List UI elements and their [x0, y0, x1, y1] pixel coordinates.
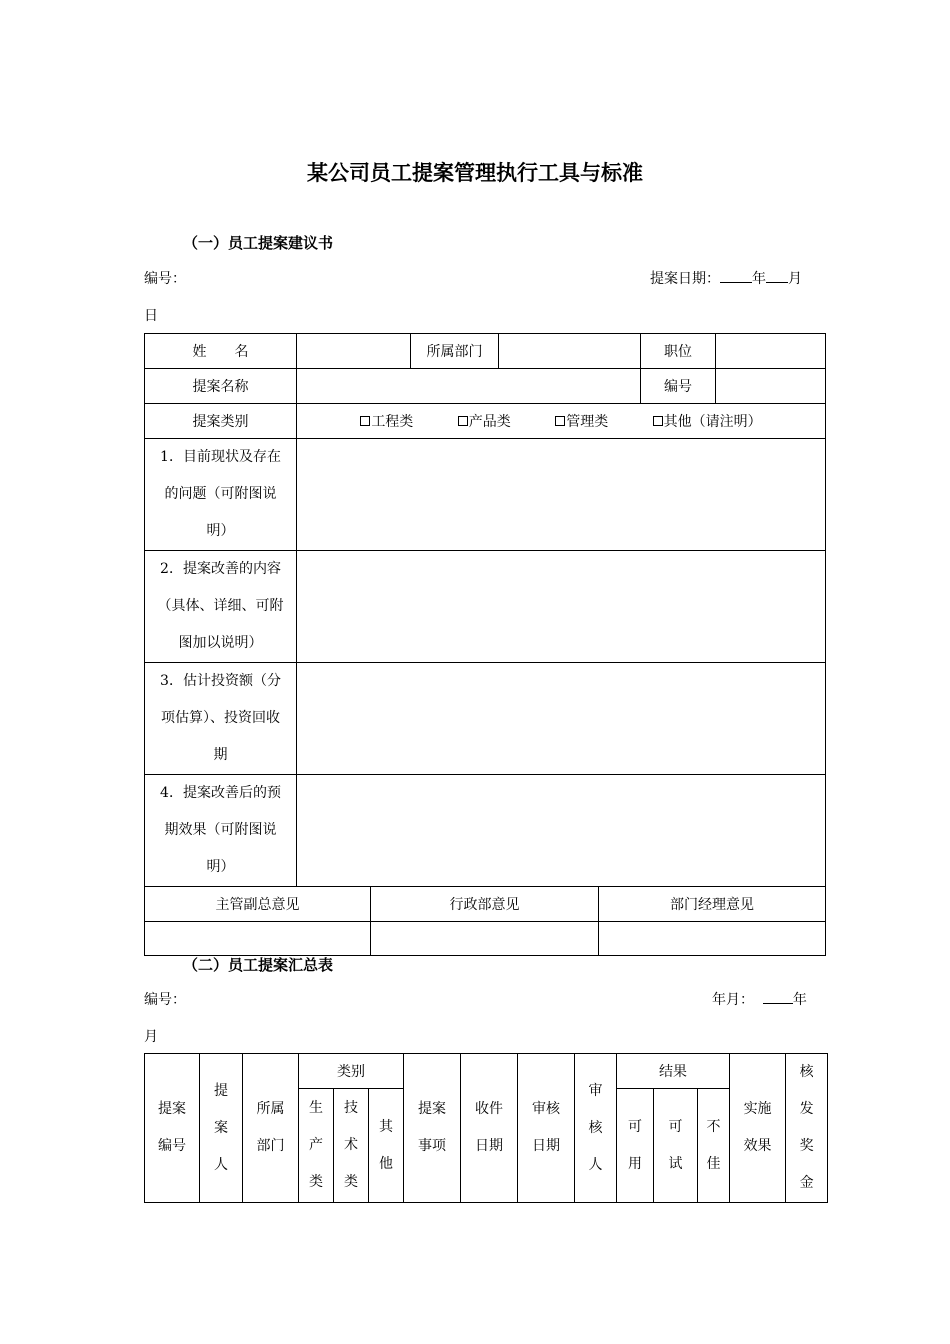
month-blank: [766, 268, 788, 283]
proposal-name-field[interactable]: [297, 369, 641, 404]
header-review-date: 审核 日期: [518, 1054, 575, 1203]
question-2-label: 2．提案改善的内容 （具体、详细、可附 图加以说明）: [145, 551, 297, 663]
question-1-label: 1．目前现状及存在 的问题（可附图说 明）: [145, 439, 297, 551]
year-blank: [720, 268, 752, 283]
category-label: 提案类别: [145, 404, 297, 439]
name-label: 姓 名: [145, 334, 297, 369]
form2-date-line: [712, 989, 807, 1009]
position-field[interactable]: [716, 334, 826, 369]
admin-opinion-label: 行政部意见: [371, 887, 599, 922]
header-cat-tech: 技 术 类: [334, 1089, 369, 1203]
form2-month: 月: [144, 1029, 158, 1045]
position-label: 职位: [641, 334, 716, 369]
question-3-field[interactable]: [297, 663, 826, 775]
checkbox-icon[interactable]: [360, 416, 370, 426]
header-matter: 提案 事项: [404, 1054, 461, 1203]
manager-opinion-label: 部门经理意见: [599, 887, 826, 922]
number-field[interactable]: [716, 369, 826, 404]
vp-opinion-field[interactable]: [145, 922, 371, 956]
category-options: [297, 404, 826, 439]
section-heading-summary-table: （二）员工提案汇总表: [183, 956, 334, 974]
form2-number-label: 编号：: [144, 992, 186, 1008]
form1-date-label: 提案日期：: [650, 271, 720, 287]
header-effect: 实施 效果: [730, 1054, 786, 1203]
checkbox-icon[interactable]: [555, 416, 565, 426]
form1-number-label: 编号：: [144, 271, 186, 287]
header-reviewer: 审 核 人: [575, 1054, 617, 1203]
category-option-engineering[interactable]: 工程类: [360, 414, 413, 430]
header-result: 结果: [617, 1054, 730, 1089]
header-usable: 可 用: [617, 1089, 654, 1203]
year-blank: [763, 989, 793, 1004]
question-4-field[interactable]: [297, 775, 826, 887]
header-dept: 所属 部门: [243, 1054, 299, 1203]
form2-ym-label: 年月：: [712, 992, 754, 1008]
dept-label: 所属部门: [411, 334, 499, 369]
name-field[interactable]: [297, 334, 411, 369]
header-trial: 可 试: [654, 1089, 698, 1203]
vp-opinion-label: 主管副总意见: [145, 887, 371, 922]
header-bonus: 核 发 奖 金: [786, 1054, 828, 1203]
form1-year: 年: [752, 271, 766, 287]
question-4-label: 4．提案改善后的预 期效果（可附图说 明）: [145, 775, 297, 887]
header-poor: 不 佳: [698, 1089, 730, 1203]
form2-year: 年: [792, 992, 807, 1008]
section-heading-proposal-form: （一）员工提案建议书: [183, 234, 334, 252]
header-cat-production: 生 产 类: [299, 1089, 334, 1203]
number-label: 编号: [641, 369, 716, 404]
question-2-field[interactable]: [297, 551, 826, 663]
proposal-form-table: [144, 333, 826, 956]
question-3-label: 3．估计投资额（分 项估算）、投资回收 期: [145, 663, 297, 775]
dept-field[interactable]: [499, 334, 641, 369]
category-option-product[interactable]: 产品类: [458, 414, 511, 430]
header-received-date: 收件 日期: [461, 1054, 518, 1203]
summary-table: [144, 1053, 828, 1203]
question-1-field[interactable]: [297, 439, 826, 551]
admin-opinion-field[interactable]: [371, 922, 599, 956]
checkbox-icon[interactable]: [458, 416, 468, 426]
form1-month: 月: [788, 271, 802, 287]
category-option-other[interactable]: 其他（请注明）: [653, 414, 762, 430]
header-proposal-no: 提案 编号: [145, 1054, 200, 1203]
manager-opinion-field[interactable]: [599, 922, 826, 956]
category-option-management[interactable]: 管理类: [555, 414, 608, 430]
form1-date-line: [650, 268, 802, 288]
proposal-name-label: 提案名称: [145, 369, 297, 404]
form1-day: 日: [144, 308, 158, 324]
header-cat-other: 其 他: [369, 1089, 404, 1203]
page-title: 某公司员工提案管理执行工具与标准: [307, 161, 643, 185]
header-category: 类别: [299, 1054, 404, 1089]
checkbox-icon[interactable]: [653, 416, 663, 426]
header-proposer: 提 案 人: [200, 1054, 243, 1203]
